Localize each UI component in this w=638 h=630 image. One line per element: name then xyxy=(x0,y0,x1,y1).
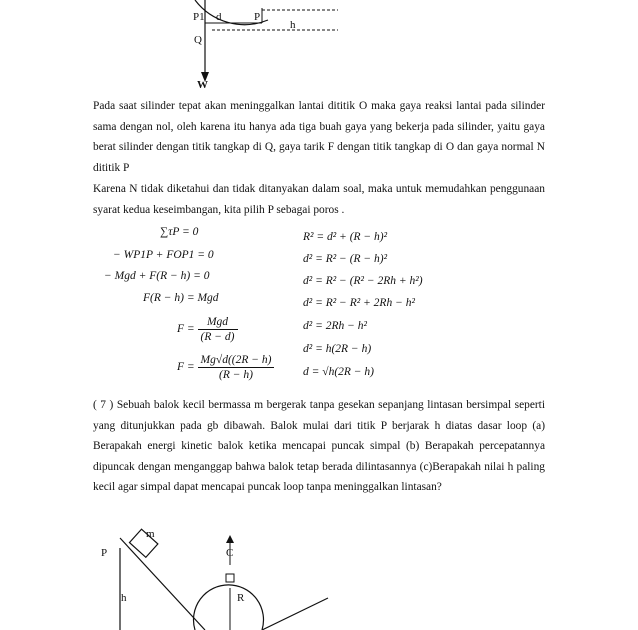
label-h: h xyxy=(290,19,296,31)
label-c: C xyxy=(226,547,234,559)
fraction-5-denominator: (R − d) xyxy=(200,331,235,343)
label-q: Q xyxy=(194,34,202,46)
label-m: m xyxy=(146,528,155,540)
label-p-bottom: P xyxy=(101,547,108,559)
incline-track xyxy=(120,538,205,630)
equation-left-5-lhs: F = xyxy=(177,323,195,336)
equation-right-2: d² = R² − (R − h)² xyxy=(303,253,388,265)
loop-circle xyxy=(194,585,264,630)
equation-right-6: d² = h(2R − h) xyxy=(303,343,372,355)
label-h-bottom: h xyxy=(121,592,127,604)
fraction-6-numerator: Mg√d((2R − h) xyxy=(198,353,275,368)
paragraph-1: Pada saat silinder tepat akan meninggalkan lantai dititik O maka gaya reaksi lantai pada silinder sama dengan nol, oleh karena itu hanya ada tiga buah gaya yang bekerja pada silinder, yaitu gaya berat silinder dengan titik tangkap di Q, gaya tarik F dengan titik tangkap di O dan gaya normal N dititik P xyxy=(93,100,545,174)
equation-left-1: ∑τP = 0 xyxy=(160,226,199,238)
label-p1: P1 xyxy=(193,11,205,23)
equation-right-7: d = √h(2R − h) xyxy=(303,366,375,378)
label-r: R xyxy=(237,592,245,604)
equation-left-2: − WP1P + FOP1 = 0 xyxy=(113,249,214,261)
equation-right-4: d² = R² − R² + 2Rh − h² xyxy=(303,297,415,309)
fraction-6-denominator: (R − h) xyxy=(219,369,253,381)
equation-right-1: R² = d² + (R − h)² xyxy=(303,231,388,243)
problem-7-text: ( 7 ) Sebuah balok kecil bermassa m bergerak tanpa gesekan sepanjang lintasan bersimpal seperti yang ditunjukkan pada gb dibawah. Balok mulai dari titik P berjarak h diatas dasar loop (a) Berapakah energi kinetic balok ketika mencapai puncak simpal (b) Berapakah percepatannya dipuncak dengan menganggap bahwa balok tetap berada dilintasannya (c)Berapakah nilai h paling kecil agar simpal dapat mencapai puncak loop tanpa meninggalkan lintasan? xyxy=(93,399,545,494)
label-p: P xyxy=(254,11,261,23)
equation-left-6-lhs: F = xyxy=(177,361,195,374)
fraction-5-numerator: Mgd xyxy=(198,315,238,330)
c-arrowhead xyxy=(226,535,234,543)
equation-left-3: − Mgd + F(R − h) = 0 xyxy=(104,270,210,282)
paragraph-2: Karena N tidak diketahui dan tidak ditanyakan dalam soal, maka untuk memudahkan penggunaan syarat kedua keseimbangan, kita pilih P sebagai poros . xyxy=(93,183,545,216)
exit-track xyxy=(262,598,328,630)
equation-right-5: d² = 2Rh − h² xyxy=(303,320,367,332)
label-d: d xyxy=(216,11,222,23)
equation-right-3: d² = R² − (R² − 2Rh + h²) xyxy=(303,275,423,287)
label-w: W xyxy=(197,79,208,91)
top-marker xyxy=(226,574,234,582)
equation-left-4: F(R − h) = Mgd xyxy=(143,292,219,304)
